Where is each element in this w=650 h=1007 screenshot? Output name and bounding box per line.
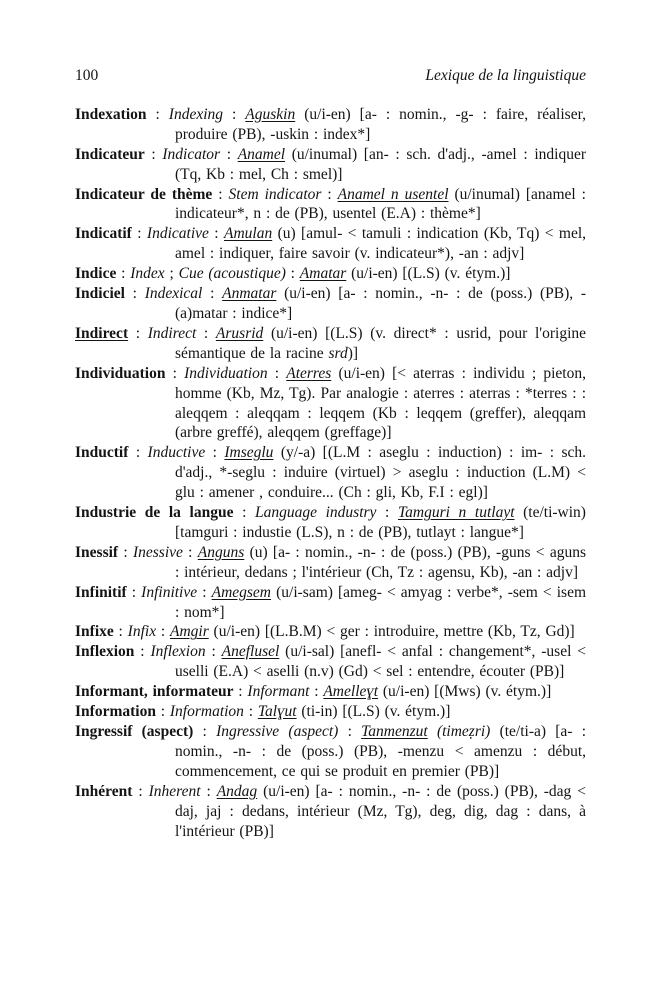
entry-text: : — [202, 285, 223, 303]
dictionary-entry — [75, 622, 586, 642]
berber-term: Tanmenzut — [361, 723, 428, 740]
berber-term: Amulan — [223, 225, 273, 243]
entry-text: (u/inumal) [an- : sch. d'adj., -amel : indiquer (Tq, Kb : mel, Ch : smel)] — [175, 145, 586, 183]
dictionary-entry — [75, 364, 586, 444]
entries — [75, 105, 586, 842]
berber-term: Imseglu — [224, 444, 274, 462]
entry-text: Stem indicator — [228, 185, 322, 203]
dictionary-entry — [75, 443, 586, 503]
entry-text: : — [113, 623, 128, 641]
entry-text: (y/-a) [(L.M : aseglu : induction) : im- : sch. d'adj., *-seglu : induire (virtuel) > aseglu : induction (L.M) < glu : amener , conduire... (Ch : gli, Kb, F.I : egl)] — [175, 444, 587, 502]
entry-text: Indexing — [168, 105, 224, 123]
entry-text: Ingressive (aspect) — [216, 723, 339, 740]
entry-text: : — [233, 683, 248, 701]
entry-text: : — [220, 145, 238, 163]
entry-text: (te/ti-a) [a- : nomin., -n- : de (poss.) (PB), -menzu < amenzu : début, commencement, ce qui se produit en premier (PB)] — [175, 723, 586, 780]
entry-text: : — [116, 265, 131, 283]
entry-text: (u) [a- : nomin., -n- : de (poss.) (PB), -guns < aguns : intérieur, dedans ; l'intérieur (Ch, Tz : agensu, Kb), -an : adjv] — [175, 543, 586, 581]
entry-headword: Infinitif — [75, 583, 127, 601]
entry-text: : — [376, 504, 398, 522]
entry-text: (te/ti-win) [tamguri : industie (L.S), n : de (PB), tutlayt : langue*] — [175, 504, 586, 541]
entry-text: (ti-in) [(L.S) (v. étym.)] — [296, 703, 451, 721]
berber-term: Amelleɣt — [323, 683, 379, 701]
entry-text: Inessive — [132, 543, 183, 561]
dictionary-entry — [75, 264, 586, 284]
entry-text: Infinitive — [141, 583, 198, 601]
entry-text: Indicator — [162, 145, 221, 163]
entry-headword: Information — [75, 703, 156, 721]
entry-text: Indicative — [146, 225, 209, 243]
entry-text: (u/inumal) [anamel : indicateur*, n : de (PB), usentel (E.A) : thème*] — [175, 185, 586, 223]
entry-headword: Industrie de la langue — [75, 504, 234, 522]
entry-text: : — [233, 504, 255, 522]
entry-text: (u/i-en) [(L.B.M) < ger : introduire, mettre (Kb, Tz, Gd)] — [208, 623, 575, 641]
berber-term: Aguskin — [245, 105, 296, 123]
entry-headword: Indicateur de thème — [75, 185, 213, 203]
berber-term: Arusrid — [215, 324, 264, 342]
entry-text: : — [182, 543, 198, 561]
dictionary-entry — [75, 682, 586, 702]
entry-text: (timeẓri) — [436, 723, 491, 740]
running-title: Lexique de la linguistique — [425, 67, 586, 84]
entry-text: Indexical — [144, 285, 203, 303]
entry-text: Inherent — [148, 782, 201, 800]
entry-text: : — [205, 444, 225, 462]
entry-text: : — [197, 583, 212, 601]
berber-term: Anmatar — [222, 285, 277, 303]
dictionary-entry — [75, 224, 586, 264]
entry-text: Information — [169, 703, 244, 721]
entry-text: : — [118, 543, 133, 561]
dictionary-entry — [75, 324, 586, 364]
berber-term: Anamel — [237, 145, 286, 163]
entry-headword: Indiciel — [75, 285, 125, 303]
entry-text: : — [338, 723, 362, 740]
entry-text: (u/i-sal) [anefl- < anfal : changement*, -usel < uselli (E.A) < aselli (n.v) (Gd) < sel : entendre, écouter (PB)] — [175, 643, 587, 681]
page-header — [75, 66, 586, 86]
entry-text: Cue (acoustique) — [178, 265, 286, 283]
entry-text: )] — [347, 344, 359, 362]
entry-text: : — [146, 105, 169, 123]
entry-text: Infix — [127, 623, 157, 641]
entry-headword: Indexation — [75, 105, 147, 123]
entry-headword: Inhérent — [75, 782, 133, 800]
entry-headword: Inductif — [75, 444, 129, 462]
entry-headword: Inessif — [75, 543, 119, 561]
entry-text: : — [200, 782, 217, 800]
entry-text: (u/i-en) [a- : nomin., -g- : faire, réaliser, produire (PB), -uskin : index*] — [175, 105, 586, 143]
berber-term: Andag — [216, 782, 258, 800]
entry-text: Index — [130, 265, 165, 283]
entry-text: : — [243, 703, 258, 721]
berber-term: Aterres — [286, 364, 332, 382]
entry-text: : — [155, 703, 170, 721]
entry-text: ; — [164, 265, 179, 283]
entry-text: : — [267, 364, 287, 382]
entry-text: (u/i-sam) [ameg- < amyag : verbe*, -sem < isem : nom*] — [175, 583, 587, 621]
entry-text: : — [156, 623, 170, 641]
entry-text: : — [128, 444, 148, 462]
entry-headword: Inflexion — [75, 643, 135, 661]
entry-headword: Informant, informateur — [75, 683, 234, 701]
entry-text: : — [165, 364, 185, 382]
entry-text: : — [144, 145, 163, 163]
entry-headword: Indirect — [75, 324, 129, 342]
berber-term: Amgir — [170, 623, 209, 641]
entry-headword: Indicatif — [75, 225, 132, 243]
entry-text: : — [131, 225, 147, 243]
entry-headword: Individuation — [75, 364, 166, 382]
dictionary-entry — [75, 583, 586, 623]
dictionary-entry — [75, 503, 586, 543]
entry-text: (u/i-en) [(Mws) (v. étym.)] — [378, 683, 552, 701]
berber-term: Anamel n usentel — [337, 185, 449, 203]
entry-text: : — [285, 265, 300, 283]
entry-text: : — [309, 683, 324, 701]
entry-text: (u/i-en) [< aterras : individu ; pieton, homme (Kb, Mz, Tg). Par analogie : aterres : aterras : *terres : : aleqqem : aleqqam : leqqem (Kb : leqqem (greffer), aleqqam (arbre greffé), aleqqem (greffage)] — [175, 364, 586, 442]
dictionary-entry — [75, 642, 586, 682]
entry-text: : — [132, 782, 149, 800]
entry-headword: Ingressif (aspect) — [75, 723, 194, 740]
dictionary-entry — [75, 105, 586, 145]
entry-text: (u/i-en) [(L.S) (v. direct* : usrid, pour l'origine sémantique de la racine — [175, 324, 586, 362]
dictionary-entry — [75, 543, 586, 583]
entry-text: : — [196, 324, 216, 342]
berber-term: Talɣut — [257, 703, 297, 721]
dictionary-entry — [75, 702, 586, 722]
entry-text: srd — [328, 344, 348, 362]
entry-text: : — [212, 185, 229, 203]
entry-text: : — [205, 643, 222, 661]
entry-text: (u) [amul- < tamuli : indication (Kb, Tq) < mel, amel : indiquer, faire savoir (v. indicateur*), -an : adjv] — [175, 225, 586, 263]
entry-text — [428, 723, 437, 740]
entry-text: : — [193, 723, 217, 740]
entry-text: : — [223, 105, 246, 123]
entry-text: (u/i-en) [a- : nomin., -n- : de (poss.) (PB), -dag < daj, jaj : dedans, intérieur (Mz, Tg), deg, dig, dag : dans, à l'intérieur (PB)] — [175, 782, 586, 840]
berber-term: Tamguri n tutlayt — [397, 504, 515, 522]
entry-text: : — [208, 225, 224, 243]
entry-text: Language industry — [255, 504, 377, 522]
entry-text: (u/i-en) [a- : nomin., -n- : de (poss.) (PB), -(a)matar : indice*] — [175, 285, 586, 322]
dictionary-entry — [75, 185, 586, 225]
berber-term: Amegsem — [211, 583, 272, 601]
entry-headword: Indice — [75, 265, 117, 283]
entry-text: : — [128, 324, 148, 342]
entry-text: : — [124, 285, 145, 303]
dictionary-entry — [75, 145, 586, 185]
entry-text: Inductive — [147, 444, 206, 462]
entry-text: : — [134, 643, 151, 661]
entry-text: (u/i-en) [(L.S) (v. étym.)] — [346, 265, 511, 283]
entry-headword: Indicateur — [75, 145, 145, 163]
dictionary-entry — [75, 722, 586, 782]
entry-text: : — [321, 185, 338, 203]
berber-term: Amatar — [299, 265, 347, 283]
berber-term: Aneflusel — [221, 643, 280, 661]
dictionary-entry — [75, 782, 586, 842]
berber-term: Anguns — [197, 543, 245, 561]
entry-text: : — [126, 583, 142, 601]
dictionary-entry — [75, 284, 586, 324]
entry-headword: Infixe — [75, 623, 114, 641]
entry-text: Individuation — [184, 364, 268, 382]
entry-text: Informant — [247, 683, 310, 701]
entry-text: Inflexion — [150, 643, 206, 661]
entry-text: Indirect — [147, 324, 197, 342]
page-number: 100 — [75, 67, 99, 84]
